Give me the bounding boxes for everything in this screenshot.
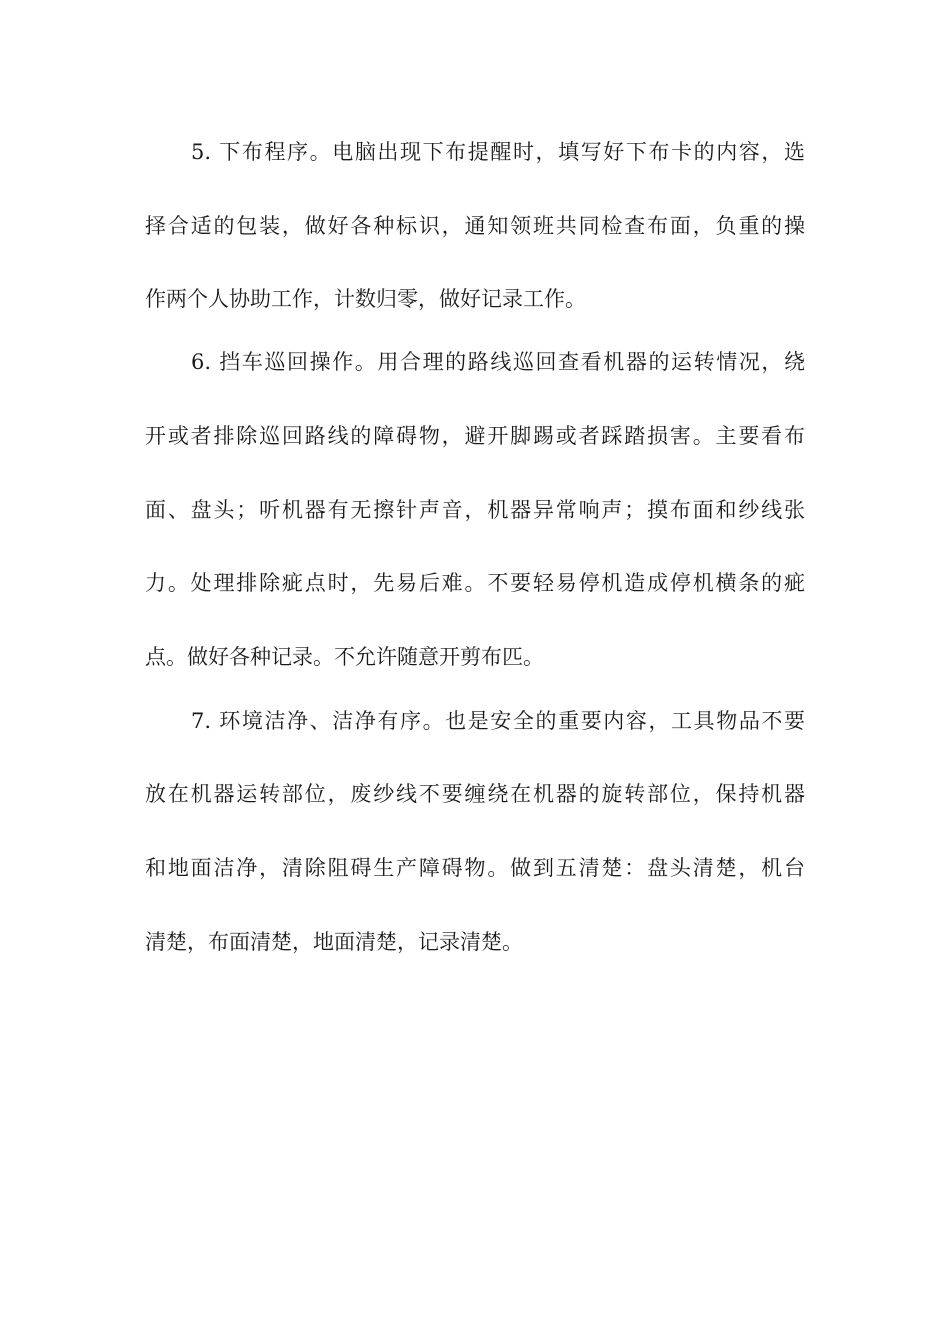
paragraph-6-line-5: 点。做好各种记录。不允许随意开剪布匹。 [145,645,544,669]
paragraph-5-line-3: 作两个人协助工作，计数归零，做好记录工作。 [145,287,586,311]
paragraph-7-line-3: 和地面洁净，清除阻碍生产障碍物。做到五清楚：盘头清楚，机台 [145,856,805,880]
paragraph-7-line-4: 清楚，布面清楚，地面清楚，记录清楚。 [145,930,523,954]
paragraph-5-line-1: 5. 下布程序。电脑出现下布提醒时，填写好下布卡的内容，选 [191,140,805,164]
paragraph-7-line-1: 7. 环境洁净、洁净有序。也是安全的重要内容，工具物品不要 [191,709,805,733]
paragraph-7-line-2: 放在机器运转部位，废纱线不要缠绕在机器的旋转部位，保持机器 [145,782,805,806]
paragraph-6-line-4: 力。处理排除疵点时，先易后难。不要轻易停机造成停机横条的疵 [145,571,805,595]
paragraph-5-line-2: 择合适的包装，做好各种标识，通知领班共同检查布面，负重的操 [145,214,805,238]
paragraph-6-line-1: 6. 挡车巡回操作。用合理的路线巡回查看机器的运转情况，绕 [191,350,805,374]
paragraph-6-line-3: 面、盘头；听机器有无擦针声音，机器异常响声；摸布面和纱线张 [145,498,805,522]
paragraph-6-line-2: 开或者排除巡回路线的障碍物，避开脚踢或者踩踏损害。主要看布 [145,424,805,448]
